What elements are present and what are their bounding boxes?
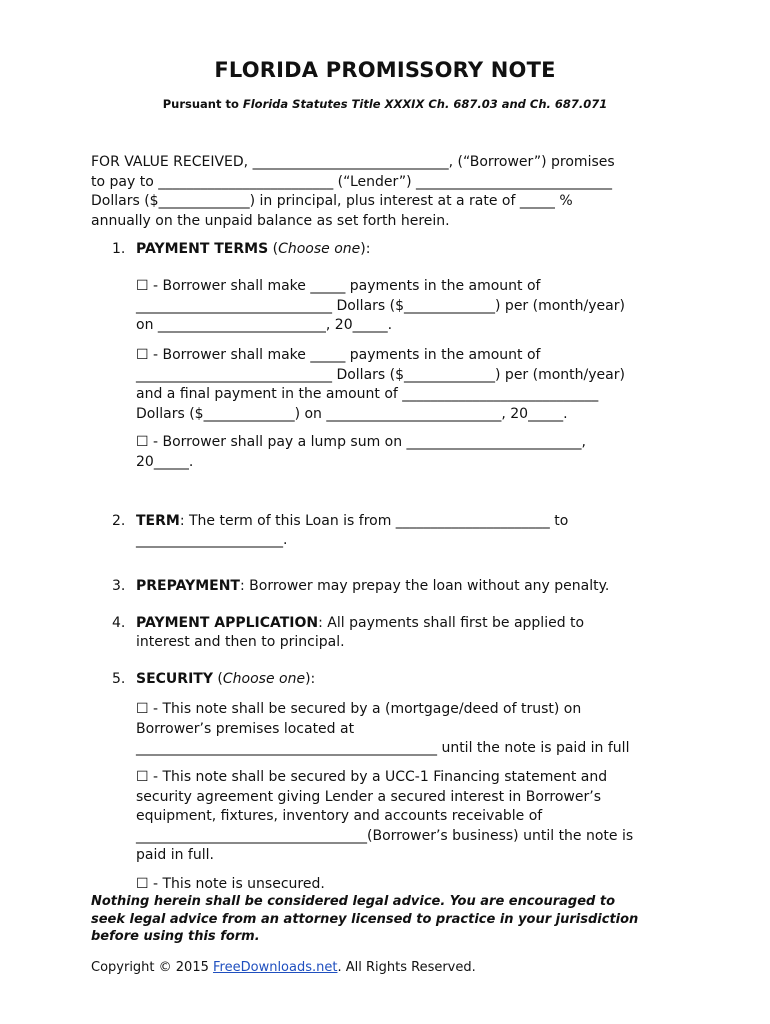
option-line: ☐ - This note is unsecured. — [136, 876, 325, 892]
intro-line: to pay to _________________________ (“Lender”) ____________________________ — [91, 173, 612, 190]
option-line: ☐ - Borrower shall make _____ payments in the amount of — [136, 347, 541, 363]
payment-application-continuation — [136, 633, 696, 653]
security-option-ucc1[interactable] — [136, 768, 696, 866]
choose-one-note: Choose one — [278, 241, 361, 257]
option-line: _________________________________(Borrower’s business) until the note is — [136, 827, 634, 844]
security-option-mortgage[interactable] — [136, 700, 696, 759]
term-continuation — [136, 531, 696, 551]
option-line: and a final payment in the amount of ____________________________ — [136, 386, 599, 402]
copyright-footer — [91, 960, 476, 975]
section-prepayment-heading — [112, 577, 609, 597]
freedownloads-link[interactable]: FreeDownloads.net — [213, 960, 338, 975]
option-line: security agreement giving Lender a secured interest in Borrower’s — [136, 788, 601, 805]
section-number: 1. — [112, 241, 126, 257]
intro-paragraph — [91, 153, 691, 231]
disclaimer-line: Nothing herein shall be considered legal advice. You are encouraged to — [91, 894, 616, 909]
disclaimer-line: seek legal advice from an attorney licensed to practice in your jurisdiction — [91, 911, 639, 927]
section-text: : Borrower may prepay the loan without any penalty. — [239, 578, 610, 594]
option-line: ☐ - Borrower shall pay a lump sum on _________________________, — [136, 434, 587, 450]
copyright-suffix: . All Rights Reserved. — [337, 960, 476, 975]
section-payment-terms-heading: 1. PAYMENT TERMS (Choose one): — [112, 240, 370, 260]
section-heading: PAYMENT TERMS — [136, 241, 269, 257]
option-line: ___________________________________________ until the note is paid in full — [136, 740, 630, 756]
intro-line: FOR VALUE RECEIVED, ____________________________, (“Borrower”) promises — [91, 154, 615, 170]
section-heading: TERM — [136, 513, 180, 529]
section-number: 2. — [112, 513, 126, 529]
option-line: paid in full. — [136, 847, 214, 863]
payment-option-installments[interactable] — [136, 277, 696, 336]
section-heading: SECURITY — [136, 671, 213, 687]
option-line: Dollars ($_____________) on _________________________, 20_____. — [136, 405, 568, 422]
option-line: ☐ - This note shall be secured by a UCC-1 Financing statement and — [136, 769, 608, 785]
option-line: ☐ - This note shall be secured by a (mortgage/deed of trust) on — [136, 701, 582, 717]
disclaimer-line: before using this form. — [91, 929, 260, 944]
section-number: 3. — [112, 578, 126, 594]
document-title: FLORIDA PROMISSORY NOTE — [214, 58, 556, 82]
section-text: _____________________. — [136, 532, 288, 548]
section-security-heading: 5. SECURITY (Choose one): — [112, 670, 315, 690]
section-number: 4. — [112, 615, 126, 631]
subtitle-statute: Florida Statutes Title XXXIX Ch. 687.03 and Ch. 687.071 — [242, 97, 608, 111]
section-term-heading — [112, 512, 568, 532]
payment-option-lump-sum[interactable] — [136, 433, 696, 472]
section-text: : The term of this Loan is from ______________________ to — [179, 513, 569, 529]
intro-line: annually on the unpaid balance as set forth herein. — [91, 212, 450, 229]
document-subtitle — [0, 97, 770, 111]
section-text: interest and then to principal. — [136, 634, 345, 650]
option-line: equipment, fixtures, inventory and accounts receivable of — [136, 808, 543, 824]
subtitle-prefix: Pursuant to — [162, 97, 243, 111]
legal-disclaimer — [91, 893, 711, 946]
option-line: 20_____. — [136, 453, 194, 470]
section-text: : All payments shall first be applied to — [318, 615, 585, 631]
section-payment-application-heading — [112, 614, 584, 634]
copyright-prefix: Copyright © 2015 — [91, 960, 214, 975]
intro-line: Dollars ($_____________) in principal, plus interest at a rate of _____ % — [91, 193, 573, 209]
section-heading: PREPAYMENT — [136, 578, 240, 594]
option-line: ____________________________ Dollars ($_____________) per (month/year) — [136, 366, 625, 383]
option-line: ☐ - Borrower shall make _____ payments in the amount of — [136, 278, 541, 294]
payment-option-installments-final[interactable] — [136, 346, 696, 424]
option-line: on ________________________, 20_____. — [136, 317, 393, 333]
security-option-unsecured[interactable] — [136, 875, 696, 895]
choose-one-note: Choose one — [222, 671, 306, 687]
option-line: Borrower’s premises located at — [136, 720, 355, 737]
section-heading: PAYMENT APPLICATION — [136, 615, 319, 631]
section-number: 5. — [112, 671, 126, 687]
option-line: ____________________________ Dollars ($_____________) per (month/year) — [136, 297, 625, 314]
